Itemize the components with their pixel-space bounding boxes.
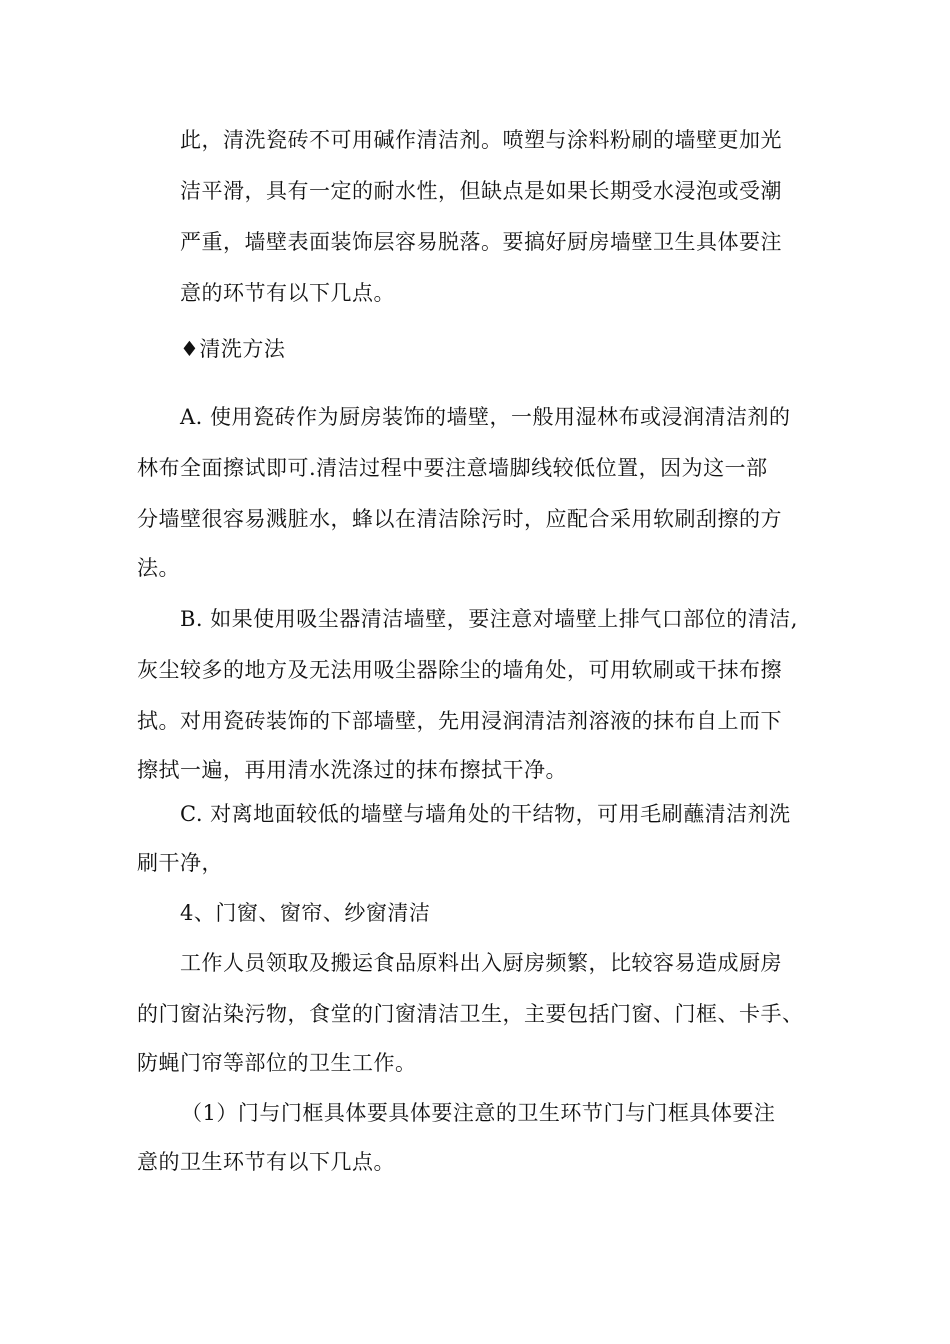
paragraph-line: 此，清洗瓷砖不可用碱作清洁剂。喷塑与涂料粉刷的墙壁更加光: [180, 128, 782, 152]
paragraph-line: 严重，墙壁表面装饰层容易脱落。要搞好厨房墙壁卫生具体要注: [180, 230, 782, 254]
paragraph-line: 工作人员领取及搬运食品原料出入厨房频繁，比较容易造成厨房: [180, 951, 782, 975]
paragraph-line: 拭。对用瓷砖装饰的下部墙壁，先用浸润清洁剂溶液的抹布自上而下: [137, 709, 782, 733]
paragraph-line: （1）门与门框具体要具体要注意的卫生环节门与门框具体要注: [181, 1101, 776, 1125]
paragraph-line: 刷干净，: [137, 851, 223, 875]
paragraph-line: 洁平滑，具有一定的耐水性，但缺点是如果长期受水浸泡或受潮: [180, 179, 782, 203]
paragraph-line: C. 对离地面较低的墙壁与墙角处的干结物，可用毛刷蘸清洁剂洗: [180, 802, 791, 826]
paragraph-line: 法。: [137, 556, 180, 580]
paragraph-line: 的门窗沾染污物，食堂的门窗清洁卫生，主要包括门窗、门框、卡手、: [137, 1002, 804, 1026]
paragraph-line: A. 使用瓷砖作为厨房装饰的墙壁，一般用湿林布或浸润清洁剂的: [180, 405, 791, 429]
paragraph-line: 意的卫生环节有以下几点。: [137, 1150, 395, 1174]
paragraph-line: 灰尘较多的地方及无法用吸尘器除尘的墙角处，可用软刷或干抹布擦: [137, 658, 782, 682]
paragraph-line: 分墙壁很容易溅脏水，蜂以在清洁除污时，应配合采用软刷刮擦的方: [137, 507, 782, 531]
section-heading: 4、门窗、窗帘、纱窗清洁: [180, 901, 431, 925]
paragraph-line: 擦拭一遍，再用清水洗涤过的抹布擦拭干净。: [137, 758, 567, 782]
paragraph-line: 林布全面擦试即可.清洁过程中要注意墙脚线较低位置，因为这一部: [137, 456, 768, 480]
paragraph-line: 防蝇门帘等部位的卫生工作。: [137, 1051, 417, 1075]
paragraph-line: 意的环节有以下几点。: [180, 281, 395, 305]
paragraph-line: B. 如果使用吸尘器清洁墙壁，要注意对墙壁上排气口部位的清洁,: [180, 607, 798, 631]
section-heading: ♦清洗方法: [180, 337, 286, 361]
